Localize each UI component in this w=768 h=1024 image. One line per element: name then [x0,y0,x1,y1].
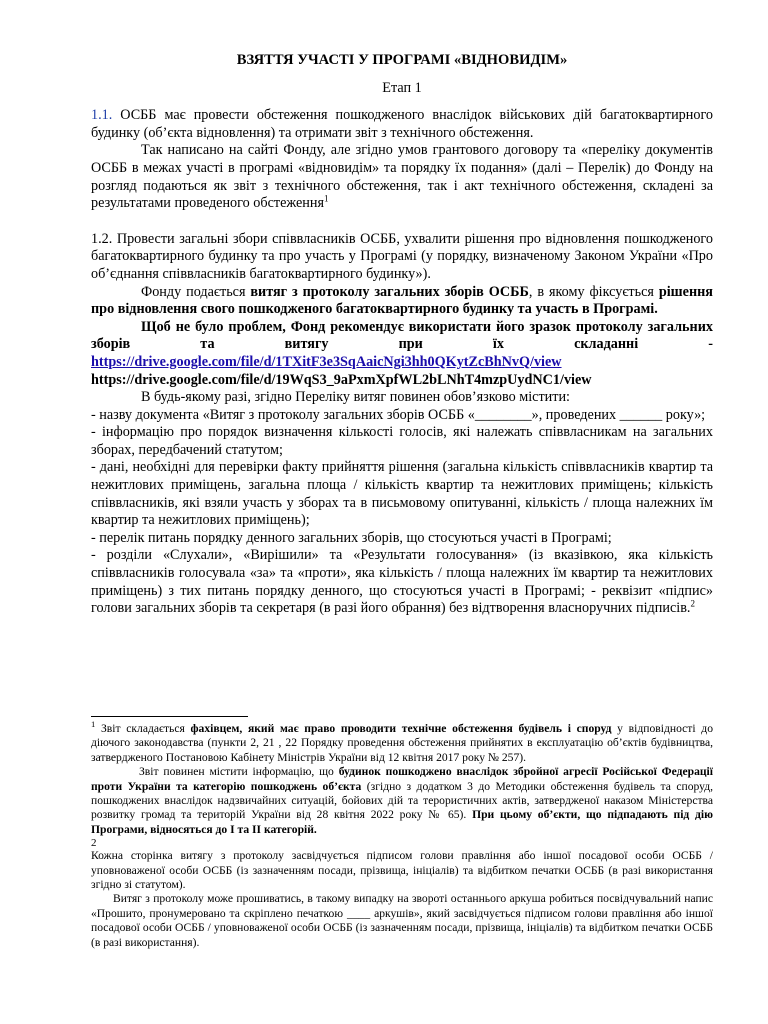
footnote-2-p2-text-b: аркушів», який засвідчується підписом голови правління або іншої посадової особи ОСББ / уповноваженої особи ОСББ (із зазначенням посади, прізвища, ініціалів) та відбитком печатки ОСББ (в разі використання). [91,906,713,949]
item5-text: - розділи «Слухали», «Вирішили» та «Результати голосування» (із вказівкою, яка кількість співвласників голосувала «за» та «проти», яка кількість / площа належних їм квартир та нежитлових приміщень) з тих питань порядку денного, що стосуються участі в Програмі; - реквізит «підпис» голови загальних зборів та секретаря (в разі його обрання) без відтворення власноручних підписів. [91,547,713,617]
fund-recommendation [91,319,713,372]
section-1-1 [91,107,713,142]
footnote-1-text-a: Звіт складається [95,722,191,735]
list-item-votes-procedure: - інформацію про порядок визначення кількості голосів, які належать співвласникам на загальних зборах, передбачений статутом; [91,424,713,458]
footnote-2: Кожна сторінка витягу з протоколу засвідчується підписом голови правління або іншої посадової особи ОСББ / уповноваженої особи ОСББ (із зазначенням посади, прізвища, ініціалів) та відбитком печатки ОСББ (в разі використання згідно зі статутом). [91,849,713,892]
section-1-1-text: ОСББ має провести обстеження пошкодженого внаслідок військових дій багатоквартирного будинку (об’єкта відновлення) та отримати звіт з технічного обстеження. [91,107,713,141]
footnotes [91,719,713,950]
item1-blank-name: ________ [474,406,532,423]
paragraph-gap [91,213,713,231]
footnote-1-text-c: у відповідності до діючого законодавства (пункти 2, 21 , 22 Порядку проведення обстеження прийнятих в експлуатацію об’єктів будівництва, затвердженого Постановою Кабінету Міністрів України від 12 квітня 2017 року № 257). [91,722,713,764]
section-1-1-number: 1.1. [91,107,113,124]
footnote-1-p2-text-a: Звіт повинен містити інформацію, що [139,765,339,779]
extract-text-a: Фонду подається [141,283,251,300]
list-item-decision-data: - дані, необхідні для перевірки факту прийняття рішення (загальна кількість співвласників квартир та нежитлових приміщень, загальна площа / кількість квартир та нежитлових приміщень; кількість співвласників, які взяли участь у зборах та в письмовому опитуванні, кількість / площа належних їм квартир та нежитлових приміщень); [91,459,713,529]
footnote-1 [91,719,713,765]
item1-text-c: року»; [662,406,706,423]
footnote-1-number: 1 [91,719,96,730]
document-body [91,52,713,618]
footnote-1-p2-text-c: (згідно з додатком 3 до Методики обстеження будівель та споруд, пошкоджених внаслідок надзвичайних ситуацій, бойових дій та терористичних актів, затвердженої наказом Міністерства розвитку громад та територій України від 28 квітня 2022 року № 65). [91,779,713,822]
extract-text-c: , в якому фіксується [528,283,659,300]
fund-recommendation-text: Щоб не було проблем, Фонд рекомендує використати його зразок протоколу загальних зборів та витягу при їх складанні - [91,318,713,353]
sample-protocol-link[interactable]: https://drive.google.com/file/d/1TXitF3e3SqAaicNgi3hh0QKytZcBhNvQ/view [91,353,562,370]
footnote-1-p2-bold-d: При цьому об’єкти, що підпадають під дію Програми, відносяться до І та ІІ категорій. [91,808,713,836]
footnote-ref-2[interactable]: 2 [690,598,695,609]
item1-text-a: - назву документа «Витяг з протоколу загальних зборів ОСББ « [91,406,475,423]
footnote-separator [91,716,248,717]
footnote-1-p2-bold: будинок пошкоджено внаслідок збройної агресії Російської Федерації проти України та категорію пошкоджень об’єкта [91,765,713,793]
footnote-2-binding [91,892,713,950]
footnote-1-report-content [91,765,713,837]
list-item-agenda: - перелік питань порядку денного загальних зборів, що стосуються участі в Програмі; [91,529,612,546]
list-item-sections [91,547,713,617]
stage-heading: Етап 1 [382,79,422,96]
section-1-1-note-text: Так написано на сайті Фонду, але згідно умов грантового договору та «переліку документів ОСББ в межах участі в програмі «відновидім» та порядку їх подання» (далі – Перелік) до Фонду на розгляд подаються як звіт з технічного обстеження, так і акт технічного обстеження, складені за результатами проведеного обстеження [91,142,713,212]
footnote-1-bold: фахівцем, який має право проводити технічне обстеження будівель і споруд [190,722,612,735]
item1-blank-date: ______ [619,406,663,423]
footnote-2-blank: ____ [346,906,371,920]
footnote-ref-1[interactable]: 1 [323,193,329,204]
list-item-document-name [91,407,713,425]
extract-decision-bold: рішення про відновлення свого пошкодженого багатоквартирного будинку та участь в Програмі. [91,283,713,318]
document-title: ВЗЯТТЯ УЧАСТІ У ПРОГРАМІ «ВІДНОВИДІМ» [236,52,568,68]
footnote-2-p2-text-a: Витяг з протоколу може прошиватись, в такому випадку на звороті останнього аркуша робиться посвідчувальний напис «Прошито, пронумеровано та скріплено печаткою [91,892,713,920]
section-1-2: 1.2. Провести загальні збори співвласників ОСББ, ухвалити рішення про відновлення пошкодженого багатоквартирного будинку та про участь у Програмі (у порядку, визначеному Законом України «Про об’єднання співвласників багатоквартирного будинку»). [91,230,713,282]
extract-text-bold: витяг з протоколу загальних зборів ОСББ [250,283,529,300]
item1-text-b: », проведених [531,406,620,423]
sample-extract-link[interactable]: https://drive.google.com/file/d/19WqS3_9aPxmXpfWL2bLNhT4mzpUydNC1/view [91,371,592,388]
section-1-2-extract [91,284,713,319]
footnote-2-number: 2 [91,837,97,850]
required-contents-intro: В будь-якому разі, згідно Переліку витяг повинен обов’язково містити: [141,389,570,406]
section-1-1-note [91,142,713,212]
